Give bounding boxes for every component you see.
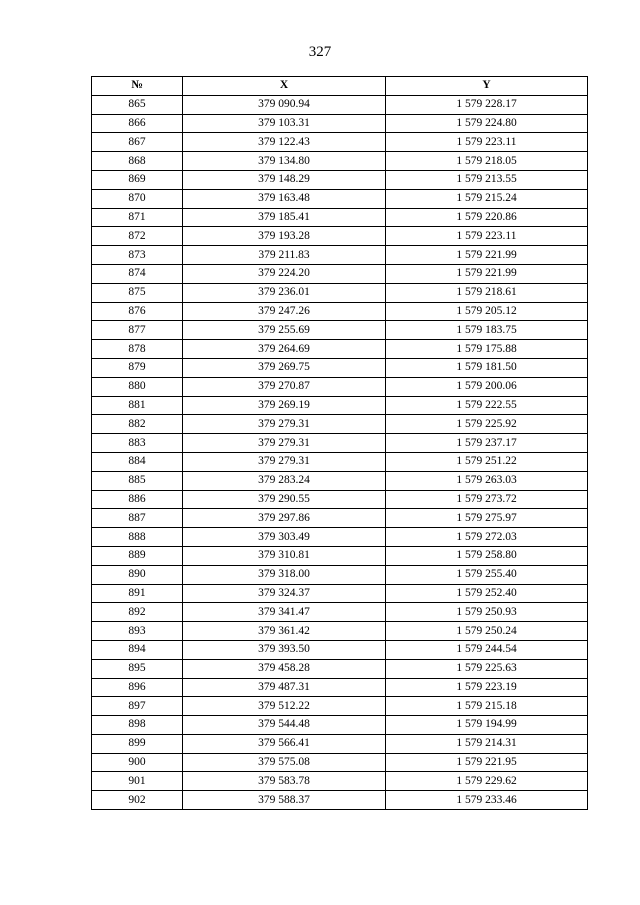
y-coordinate-cell: 1 579 275.97 <box>386 509 588 528</box>
table-row <box>92 452 588 471</box>
point-number-cell: 890 <box>92 565 183 584</box>
y-coordinate-cell: 1 579 194.99 <box>386 716 588 735</box>
table-body <box>92 95 588 809</box>
x-coordinate-cell: 379 134.80 <box>183 152 386 171</box>
table-row <box>92 622 588 641</box>
y-coordinate-cell: 1 579 233.46 <box>386 791 588 810</box>
point-number-cell: 873 <box>92 246 183 265</box>
x-coordinate-cell: 379 588.37 <box>183 791 386 810</box>
point-number-cell: 891 <box>92 584 183 603</box>
point-number-cell: 876 <box>92 302 183 321</box>
y-coordinate-cell: 1 579 255.40 <box>386 565 588 584</box>
y-coordinate-cell: 1 579 181.50 <box>386 358 588 377</box>
x-coordinate-cell: 379 566.41 <box>183 734 386 753</box>
x-coordinate-cell: 379 393.50 <box>183 640 386 659</box>
table-row <box>92 170 588 189</box>
x-coordinate-cell: 379 270.87 <box>183 377 386 396</box>
x-coordinate-cell: 379 512.22 <box>183 697 386 716</box>
table-row <box>92 584 588 603</box>
y-coordinate-cell: 1 579 218.61 <box>386 283 588 302</box>
table-row <box>92 264 588 283</box>
x-coordinate-cell: 379 211.83 <box>183 246 386 265</box>
table-row <box>92 246 588 265</box>
point-number-cell: 897 <box>92 697 183 716</box>
y-coordinate-cell: 1 579 258.80 <box>386 546 588 565</box>
table-row <box>92 640 588 659</box>
point-number-cell: 889 <box>92 546 183 565</box>
x-coordinate-cell: 379 575.08 <box>183 753 386 772</box>
table-row <box>92 340 588 359</box>
point-number-cell: 875 <box>92 283 183 302</box>
x-coordinate-cell: 379 279.31 <box>183 415 386 434</box>
point-number-cell: 878 <box>92 340 183 359</box>
point-number-cell: 865 <box>92 95 183 114</box>
y-coordinate-cell: 1 579 250.93 <box>386 603 588 622</box>
point-number-cell: 872 <box>92 227 183 246</box>
x-coordinate-cell: 379 224.20 <box>183 264 386 283</box>
x-coordinate-cell: 379 264.69 <box>183 340 386 359</box>
point-number-cell: 900 <box>92 753 183 772</box>
table-row <box>92 415 588 434</box>
table-row <box>92 734 588 753</box>
y-coordinate-cell: 1 579 214.31 <box>386 734 588 753</box>
y-coordinate-cell: 1 579 223.11 <box>386 227 588 246</box>
point-number-cell: 896 <box>92 678 183 697</box>
y-coordinate-cell: 1 579 272.03 <box>386 528 588 547</box>
point-number-cell: 869 <box>92 170 183 189</box>
table-row <box>92 321 588 340</box>
point-number-cell: 901 <box>92 772 183 791</box>
table-row <box>92 152 588 171</box>
point-number-cell: 867 <box>92 133 183 152</box>
point-number-cell: 874 <box>92 264 183 283</box>
y-coordinate-cell: 1 579 218.05 <box>386 152 588 171</box>
x-coordinate-cell: 379 185.41 <box>183 208 386 227</box>
x-coordinate-cell: 379 290.55 <box>183 490 386 509</box>
point-number-cell: 870 <box>92 189 183 208</box>
table-row <box>92 546 588 565</box>
x-coordinate-cell: 379 193.28 <box>183 227 386 246</box>
y-coordinate-cell: 1 579 244.54 <box>386 640 588 659</box>
point-number-cell: 895 <box>92 659 183 678</box>
x-coordinate-cell: 379 297.86 <box>183 509 386 528</box>
x-coordinate-cell: 379 361.42 <box>183 622 386 641</box>
x-coordinate-cell: 379 255.69 <box>183 321 386 340</box>
y-coordinate-cell: 1 579 251.22 <box>386 452 588 471</box>
table-row <box>92 283 588 302</box>
x-coordinate-cell: 379 544.48 <box>183 716 386 735</box>
table-row <box>92 377 588 396</box>
y-coordinate-cell: 1 579 200.06 <box>386 377 588 396</box>
table-row <box>92 358 588 377</box>
x-coordinate-cell: 379 324.37 <box>183 584 386 603</box>
y-coordinate-cell: 1 579 215.18 <box>386 697 588 716</box>
y-coordinate-cell: 1 579 223.11 <box>386 133 588 152</box>
header-x: X <box>183 77 386 96</box>
x-coordinate-cell: 379 122.43 <box>183 133 386 152</box>
point-number-cell: 866 <box>92 114 183 133</box>
point-number-cell: 871 <box>92 208 183 227</box>
x-coordinate-cell: 379 583.78 <box>183 772 386 791</box>
y-coordinate-cell: 1 579 273.72 <box>386 490 588 509</box>
point-number-cell: 887 <box>92 509 183 528</box>
y-coordinate-cell: 1 579 224.80 <box>386 114 588 133</box>
x-coordinate-cell: 379 163.48 <box>183 189 386 208</box>
x-coordinate-cell: 379 458.28 <box>183 659 386 678</box>
coordinates-table <box>91 76 588 810</box>
table-row <box>92 208 588 227</box>
point-number-cell: 883 <box>92 434 183 453</box>
y-coordinate-cell: 1 579 183.75 <box>386 321 588 340</box>
x-coordinate-cell: 379 148.29 <box>183 170 386 189</box>
table-row <box>92 753 588 772</box>
point-number-cell: 877 <box>92 321 183 340</box>
point-number-cell: 898 <box>92 716 183 735</box>
table-row <box>92 434 588 453</box>
y-coordinate-cell: 1 579 221.95 <box>386 753 588 772</box>
y-coordinate-cell: 1 579 221.99 <box>386 246 588 265</box>
table-row <box>92 528 588 547</box>
point-number-cell: 868 <box>92 152 183 171</box>
table-row <box>92 95 588 114</box>
table-row <box>92 471 588 490</box>
x-coordinate-cell: 379 269.75 <box>183 358 386 377</box>
y-coordinate-cell: 1 579 213.55 <box>386 170 588 189</box>
x-coordinate-cell: 379 236.01 <box>183 283 386 302</box>
x-coordinate-cell: 379 487.31 <box>183 678 386 697</box>
x-coordinate-cell: 379 279.31 <box>183 452 386 471</box>
point-number-cell: 884 <box>92 452 183 471</box>
page-number: 327 <box>308 44 332 60</box>
point-number-cell: 902 <box>92 791 183 810</box>
table-row <box>92 603 588 622</box>
point-number-cell: 881 <box>92 396 183 415</box>
y-coordinate-cell: 1 579 229.62 <box>386 772 588 791</box>
x-coordinate-cell: 379 318.00 <box>183 565 386 584</box>
table-header-row <box>92 77 588 96</box>
y-coordinate-cell: 1 579 252.40 <box>386 584 588 603</box>
y-coordinate-cell: 1 579 222.55 <box>386 396 588 415</box>
y-coordinate-cell: 1 579 205.12 <box>386 302 588 321</box>
table-row <box>92 678 588 697</box>
x-coordinate-cell: 379 283.24 <box>183 471 386 490</box>
x-coordinate-cell: 379 103.31 <box>183 114 386 133</box>
y-coordinate-cell: 1 579 225.63 <box>386 659 588 678</box>
table-row <box>92 659 588 678</box>
point-number-cell: 893 <box>92 622 183 641</box>
table-row <box>92 791 588 810</box>
y-coordinate-cell: 1 579 225.92 <box>386 415 588 434</box>
table-row <box>92 396 588 415</box>
x-coordinate-cell: 379 310.81 <box>183 546 386 565</box>
y-coordinate-cell: 1 579 228.17 <box>386 95 588 114</box>
y-coordinate-cell: 1 579 250.24 <box>386 622 588 641</box>
table-row <box>92 133 588 152</box>
x-coordinate-cell: 379 090.94 <box>183 95 386 114</box>
point-number-cell: 886 <box>92 490 183 509</box>
header-number: № <box>92 77 183 96</box>
header-y: Y <box>386 77 588 96</box>
x-coordinate-cell: 379 303.49 <box>183 528 386 547</box>
table-row <box>92 565 588 584</box>
point-number-cell: 888 <box>92 528 183 547</box>
x-coordinate-cell: 379 247.26 <box>183 302 386 321</box>
y-coordinate-cell: 1 579 220.86 <box>386 208 588 227</box>
x-coordinate-cell: 379 341.47 <box>183 603 386 622</box>
y-coordinate-cell: 1 579 215.24 <box>386 189 588 208</box>
table-row <box>92 716 588 735</box>
y-coordinate-cell: 1 579 223.19 <box>386 678 588 697</box>
table-row <box>92 189 588 208</box>
point-number-cell: 879 <box>92 358 183 377</box>
table-row <box>92 302 588 321</box>
table-row <box>92 227 588 246</box>
table-row <box>92 772 588 791</box>
table-row <box>92 114 588 133</box>
table-row <box>92 490 588 509</box>
y-coordinate-cell: 1 579 175.88 <box>386 340 588 359</box>
point-number-cell: 882 <box>92 415 183 434</box>
point-number-cell: 892 <box>92 603 183 622</box>
y-coordinate-cell: 1 579 221.99 <box>386 264 588 283</box>
table-row <box>92 509 588 528</box>
x-coordinate-cell: 379 279.31 <box>183 434 386 453</box>
point-number-cell: 894 <box>92 640 183 659</box>
point-number-cell: 880 <box>92 377 183 396</box>
y-coordinate-cell: 1 579 263.03 <box>386 471 588 490</box>
table-row <box>92 697 588 716</box>
point-number-cell: 899 <box>92 734 183 753</box>
y-coordinate-cell: 1 579 237.17 <box>386 434 588 453</box>
point-number-cell: 885 <box>92 471 183 490</box>
x-coordinate-cell: 379 269.19 <box>183 396 386 415</box>
